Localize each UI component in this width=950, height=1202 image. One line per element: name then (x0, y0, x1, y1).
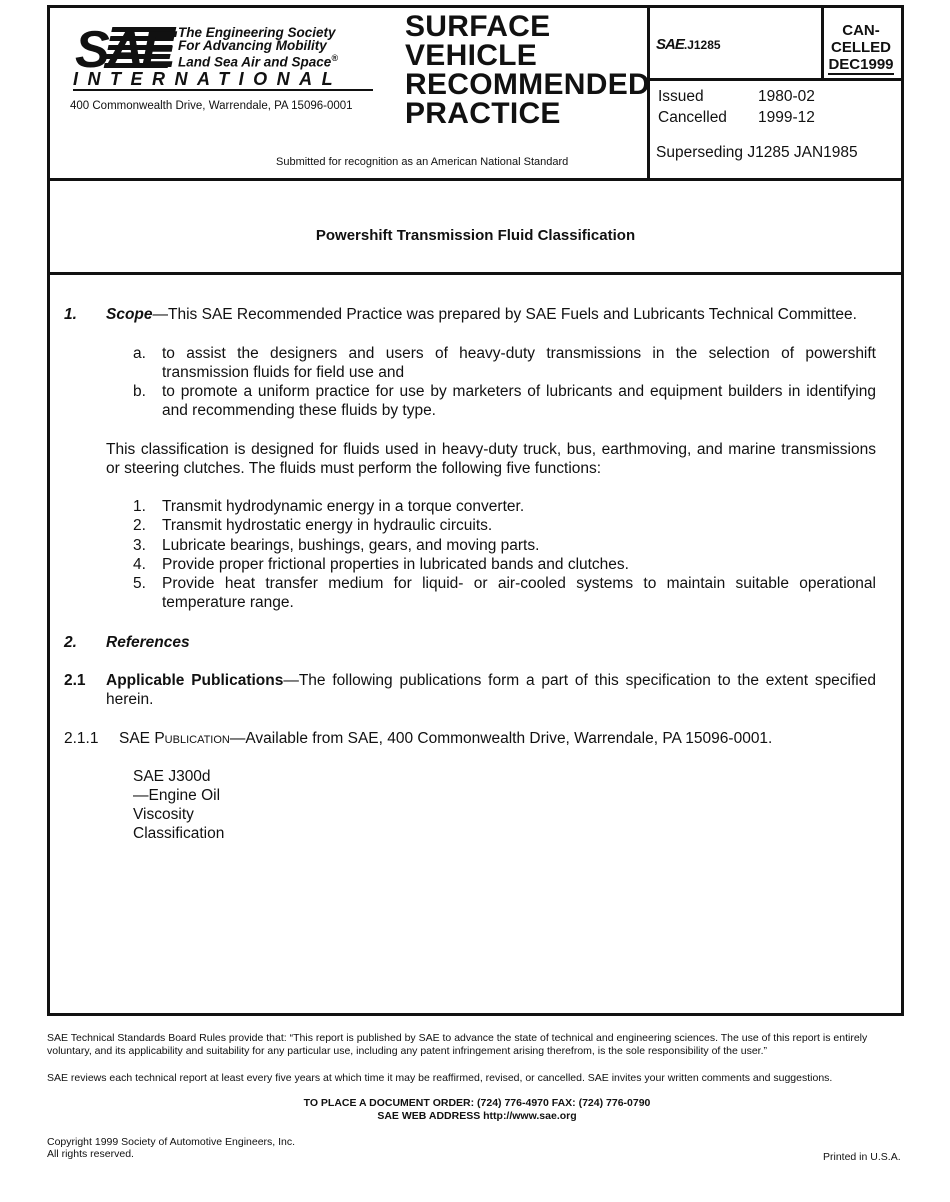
order-info: TO PLACE A DOCUMENT ORDER: (724) 776-4970 FAX: (724) 776-0790 (303, 1097, 651, 1109)
sae-publication-paragraph: SAE Publication—Available from SAE, 400 Commonwealth Drive, Warrendale, PA 15096-0001. (119, 730, 773, 747)
ansi-submission-note: Submitted for recognition as an American National Standard (276, 156, 569, 168)
printed-note: Printed in U.S.A. (823, 1151, 901, 1163)
tagline (178, 26, 338, 69)
list-marker: a. (133, 345, 146, 362)
copyright: Copyright 1999 Society of Automotive Engineers, Inc. (47, 1136, 296, 1148)
board-rules-note: SAE Technical Standards Board Rules provide that: “This report is published by SAE to advance the state of technical and engineering sciences. The use of this report is entirely voluntary, and its applicability and suitability for any particular use, including any patent infringement arising therefrom, is the sole responsibility of the user.” (47, 1032, 868, 1057)
list-marker: 4. (133, 556, 146, 573)
section-heading: References (106, 634, 190, 651)
document-number: SAE.J1285 (656, 36, 721, 53)
section-heading: Scope (106, 306, 153, 323)
web-address: SAE WEB ADDRESS http://www.sae.org (377, 1110, 577, 1122)
document-title: Powershift Transmission Fluid Classification (315, 227, 636, 244)
cancelled-value: 1999-12 (758, 109, 815, 126)
list-item: Transmit hydrostatic energy in hydraulic circuits. (162, 517, 493, 534)
rights-reserved: All rights reserved. (47, 1148, 134, 1160)
sae-address: 400 Commonwealth Drive, Warrendale, PA 15096-0001 (70, 100, 353, 112)
subsection-number: 2.1 (64, 672, 86, 689)
issued-value: 1980-02 (758, 88, 815, 105)
document-type-line: RECOMMENDED (405, 68, 650, 101)
document-type-line: VEHICLE (405, 39, 538, 72)
list-item: to promote a uniform practice for use by marketers of lubricants and equipment builders in identifying and recommending these fluids by type. (162, 383, 876, 419)
scope-paragraph: Scope—This SAE Recommended Practice was prepared by SAE Fuels and Lubricants Technical Committee. (106, 306, 857, 323)
list-item: Transmit hydrodynamic energy in a torque converter. (162, 498, 525, 515)
reference-item: SAE J300d—Engine Oil Viscosity Classification (133, 768, 225, 842)
subsection-heading: Publication (154, 730, 230, 747)
divider (50, 272, 901, 275)
section-number: 2. (64, 634, 77, 651)
list-item: Provide proper frictional properties in lubricated bands and clutches. (162, 556, 629, 573)
section-number: 1. (64, 306, 77, 323)
list-marker: 1. (133, 498, 146, 515)
list-item: to assist the designers and users of heavy-duty transmissions in the selection of powershift transmission fluids for field use and (162, 345, 876, 381)
list-marker: 3. (133, 537, 146, 554)
tagline-line: Land Sea Air and Space® (178, 53, 338, 70)
sae-mini-logo: SAE (656, 36, 684, 53)
document-type (405, 12, 650, 128)
tagline-line: For Advancing Mobility (178, 38, 327, 53)
superseding-note: Superseding J1285 JAN1985 (656, 144, 858, 161)
list-marker: 2. (133, 517, 146, 534)
international-label: INTERNATIONAL (73, 70, 373, 91)
document-type-line: PRACTICE (405, 97, 561, 130)
document-type-line: SURFACE (405, 10, 551, 43)
list-marker: 5. (133, 575, 146, 592)
classification-paragraph: This classification is designed for fluids used in heavy-duty truck, bus, earthmoving, and marine transmissions or steering clutches. The fluids must perform the following five functions: (106, 441, 876, 477)
document-dates (658, 86, 815, 128)
list-item: Lubricate bearings, bushings, gears, and moving parts. (162, 537, 540, 554)
subsection-number: 2.1.1 (64, 730, 99, 747)
status-badge: CAN- CELLED DEC1999 (828, 22, 894, 73)
list-item: Provide heat transfer medium for liquid- or air-cooled systems to maintain suitable operational temperature range. (162, 575, 876, 611)
subsection-heading: Applicable Publications (106, 672, 284, 689)
issued-label: Issued (658, 88, 704, 105)
review-note: SAE reviews each technical report at least every five years at which time it may be reaffirmed, revised, or cancelled. SAE invites your written comments and suggestions. (47, 1072, 833, 1084)
logo-text: SAE (75, 24, 173, 70)
sae-logo-mark (73, 24, 183, 70)
cancelled-label: Cancelled (658, 109, 727, 126)
divider (647, 78, 901, 81)
divider (50, 178, 901, 181)
list-marker: b. (133, 383, 146, 400)
tagline-line: The Engineering Society (178, 25, 336, 40)
applicable-publications-paragraph: Applicable Publications—The following publications form a part of this specification to the extent specified herein. (106, 672, 876, 708)
